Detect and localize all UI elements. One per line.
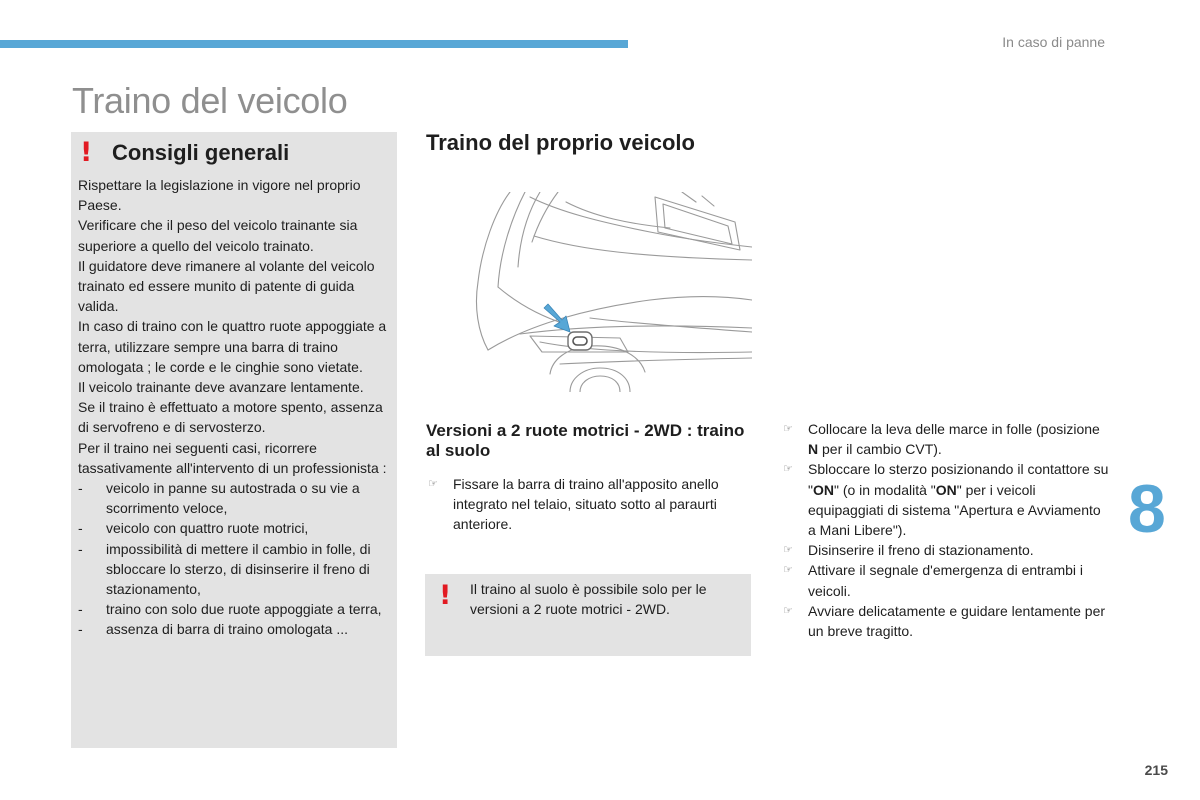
step-text: Sbloccare lo sterzo posizionando il contattore su "ON" (o in modalità "ON" per i veicoli equipaggiati di sistema "Apertura e Avviamento a Mani Libere"). (808, 461, 1109, 539)
steps-list-right (781, 419, 1111, 641)
case-text: assenza di barra di traino omologata ... (106, 621, 349, 638)
list-item (78, 478, 394, 518)
list-item (78, 599, 394, 619)
dash-marker: - (78, 480, 83, 497)
own-vehicle-title: Traino del proprio veicolo (426, 130, 695, 155)
warning-icon: ! (80, 137, 93, 168)
list-item (78, 518, 394, 538)
step-text: Fissare la barra di traino all'apposito anello integrato nel telaio, situato sotto al paraurti anteriore. (453, 476, 719, 533)
advice-paragraph: Per il traino nei seguenti casi, ricorrere tassativamente all'intervento di un professionista : (78, 439, 387, 476)
dash-marker: - (78, 601, 83, 618)
step-text: Disinserire il freno di stazionamento. (808, 542, 1034, 559)
professional-cases-list (78, 478, 394, 640)
list-item (781, 601, 1111, 641)
list-item (781, 540, 1111, 560)
advice-paragraph: Il guidatore deve rimanere al volante del veicolo trainato ed essere munito di patente di guida valida. (78, 257, 375, 315)
advice-paragraph: Rispettare la legislazione in vigore nel proprio Paese. (78, 177, 361, 214)
list-item (78, 619, 394, 639)
pointing-hand-icon: ☞ (783, 564, 793, 577)
case-text: veicolo con quattro ruote motrici, (106, 520, 309, 537)
section-label: In caso di panne (1002, 34, 1105, 50)
list-item (78, 539, 394, 600)
general-advice-title: Consigli generali (112, 139, 290, 165)
pointing-hand-icon: ☞ (428, 478, 438, 490)
case-text: impossibilità di mettere il cambio in folle, di sbloccare lo sterzo, di disinserire il freno di stazionamento, (106, 540, 371, 598)
advice-paragraph: Il veicolo trainante deve avanzare lentamente. (78, 379, 364, 396)
list-item (426, 474, 756, 535)
dash-marker: - (78, 540, 83, 557)
case-text: traino con solo due ruote appoggiate a terra, (106, 601, 382, 618)
dash-marker: - (78, 520, 83, 537)
general-advice-body (78, 175, 394, 640)
case-text: veicolo in panne su autostrada o su vie a scorrimento veloce, (106, 480, 360, 517)
list-item (781, 419, 1111, 459)
page-title: Traino del veicolo (72, 80, 348, 121)
steps-list-left (426, 474, 756, 535)
subsection-title: Versioni a 2 ruote motrici - 2WD : traino al suolo (426, 421, 745, 460)
page-number: 215 (1144, 762, 1168, 778)
step-text: Collocare la leva delle marce in folle (posizione N per il cambio CVT). (808, 421, 1100, 458)
step-text: Attivare il segnale d'emergenza di entrambi i veicoli. (808, 562, 1084, 599)
pointing-hand-icon: ☞ (783, 604, 793, 617)
advice-paragraph: Se il traino è effettuato a motore spento, assenza di servofreno e di servosterzo. (78, 399, 383, 436)
step-text: Avviare delicatamente e guidare lentamente per un breve tragitto. (808, 602, 1106, 640)
pointing-hand-icon: ☞ (783, 423, 793, 435)
advice-paragraph: Verificare che il peso del veicolo trainante sia superiore a quello del veicolo trainato. (78, 217, 358, 254)
warning-icon: ! (439, 580, 452, 611)
advice-paragraph: In caso di traino con le quattro ruote appoggiate a terra, utilizzare sempre una barra di traino omologata ; le corde e le cinghie sono vietate. (78, 318, 387, 375)
dash-marker: - (78, 621, 83, 638)
list-item (781, 560, 1111, 600)
header-accent-bar (0, 40, 628, 48)
pointing-hand-icon: ☞ (783, 463, 793, 476)
list-item (781, 459, 1111, 540)
general-advice-header (80, 137, 289, 168)
towing-eye-illustration (470, 192, 752, 392)
note-text: Il traino al suolo è possibile solo per le versioni a 2 ruote motrici - 2WD. (470, 581, 707, 618)
chapter-number: 8 (1128, 471, 1166, 547)
pointing-hand-icon: ☞ (783, 544, 793, 557)
